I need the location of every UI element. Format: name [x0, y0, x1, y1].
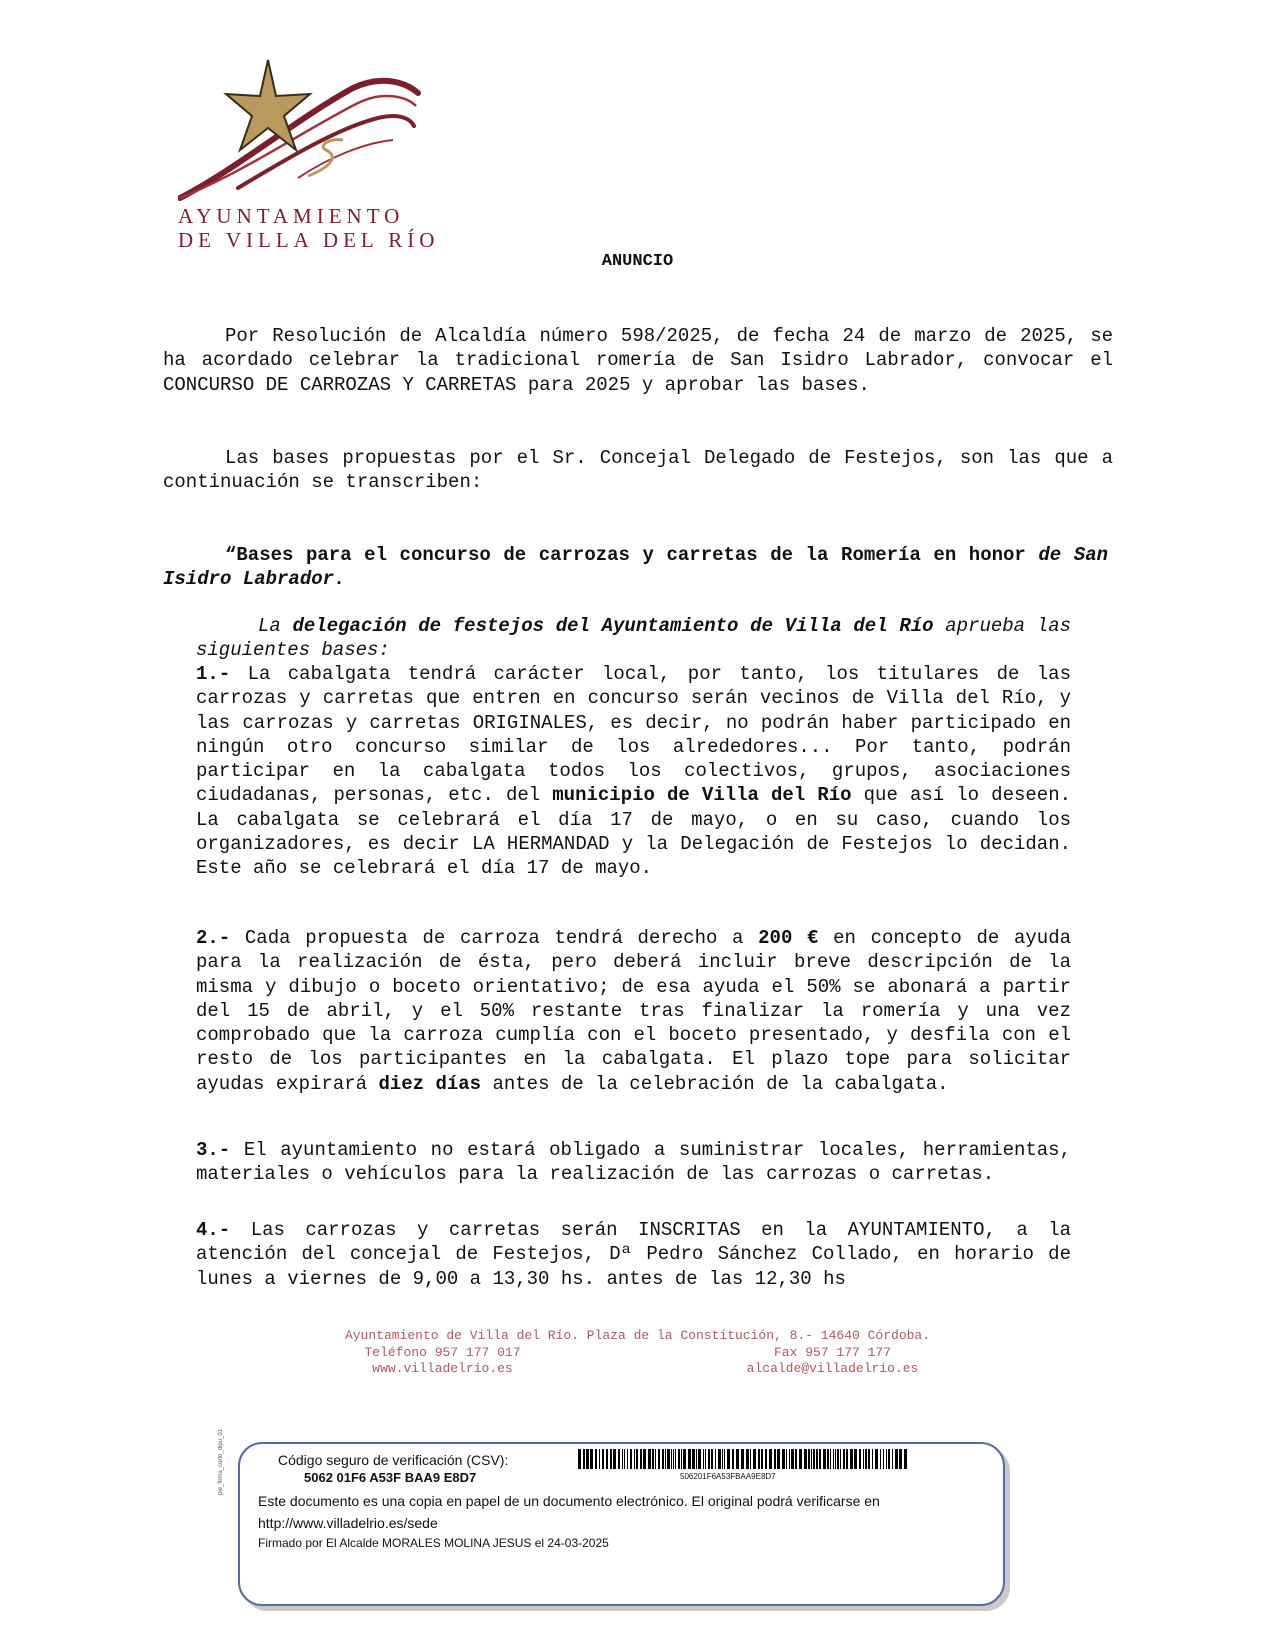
barcode-bar [703, 1449, 704, 1469]
barcode-bar [681, 1449, 682, 1469]
barcode-bar [618, 1449, 620, 1469]
side-form-code: pie_firma_corto_dipu_01 [218, 1428, 224, 1495]
barcode-bar [599, 1449, 600, 1469]
barcode-bar [774, 1449, 776, 1469]
barcode-bar [610, 1449, 612, 1469]
base-4-text: Las carrozas y carretas serán INSCRITAS en la AYUNTAMIENTO, a la atención del concejal de Festejos, Dª Pedro Sánchez Collado, en horario de lunes a viernes de 9,00 a 13,30 hs. antes de las 12,30 hs [196, 1219, 1072, 1290]
logo-mountain-star-graphic [178, 58, 448, 208]
barcode-bar [833, 1449, 834, 1469]
barcode-bar [895, 1449, 898, 1469]
barcode-bar [602, 1449, 604, 1469]
barcode-bar [724, 1449, 725, 1469]
barcode-bar [761, 1449, 763, 1469]
barcode-bar [799, 1449, 802, 1469]
barcode-bar [835, 1449, 836, 1469]
barcode-bar [859, 1449, 861, 1469]
base-2-amount: 200 € [758, 927, 819, 949]
base-2 [196, 926, 1071, 1096]
barcode-bar [630, 1449, 632, 1469]
logo-text-line1: AYUNTAMIENTO [178, 204, 405, 228]
intro-paragraph [163, 324, 1113, 397]
bases-heading [163, 543, 1108, 592]
bases-heading-line1: “Bases para el concurso de carrozas y carretas de la Romería en honor [225, 544, 1026, 566]
barcode-bar [786, 1449, 787, 1469]
base-2-text-b: en concepto de ayuda para la realización de ésta, pero deberá incluir breve descripción de la misma y dibujo o boceto orientativo; de esa ayuda el 50% se abonará a partir del 15 de abril, y el 50% restante tras finalizar la romería y una vez comprobado que la carroza cumplía con el boceto presentado, y desfila con el resto de los participantes en la cabalgata. El plazo tope para solicitar ayudas expirará [196, 927, 1071, 1095]
footer-links-row [0, 1361, 1275, 1378]
barcode-bar [718, 1449, 721, 1469]
barcode-bar [671, 1449, 672, 1469]
barcode-bar [863, 1449, 864, 1469]
barcode-image [578, 1449, 908, 1469]
barcode-bar [854, 1449, 857, 1469]
logo-text-line2: DE VILLA DEL RÍO [178, 228, 440, 252]
barcode-bar [624, 1449, 625, 1469]
barcode-bar [819, 1449, 821, 1469]
barcode-bar [696, 1449, 697, 1469]
bases-intro-text: Las bases propuestas por el Sr. Concejal Delegado de Festejos, son las que a continuación se transcriben: [163, 447, 1113, 494]
base-2-text-a: Cada propuesta de carroza tendrá derecho a [244, 927, 744, 949]
barcode-bar [750, 1449, 751, 1469]
barcode-bar [875, 1449, 878, 1469]
footer-contact-row [0, 1345, 1275, 1362]
barcode-bar [634, 1449, 635, 1469]
intro-text: Por Resolución de Alcaldía número 598/2025, de fecha 24 de marzo de 2025, se ha acordado celebrar la tradicional romería de San Isidro Labrador, convocar el CONCURSO DE CARROZAS Y CARRETAS para 2025 y aprobar las bases. [163, 325, 1113, 396]
barcode-bar [827, 1449, 829, 1469]
barcode-bar [808, 1449, 810, 1469]
barcode-bar [741, 1449, 744, 1469]
barcode-bar [736, 1449, 739, 1469]
barcode-bar [636, 1449, 638, 1469]
barcode-bar [765, 1449, 767, 1469]
barcode-bar [753, 1449, 756, 1469]
barcode-bar [769, 1449, 772, 1469]
base-1-number: 1.- [196, 663, 231, 685]
barcode-bar [727, 1449, 730, 1469]
barcode-bar [715, 1449, 716, 1469]
verification-note: Este documento es una copia en papel de un documento electrónico. El original podrá verificarse en http://www.villadelrio.es/sede [258, 1493, 880, 1531]
barcode-bar [673, 1449, 674, 1469]
base-4 [196, 1218, 1071, 1291]
barcode-text: 506201F6A53FBAA9E8D7 [680, 1472, 776, 1481]
barcode-bar [880, 1449, 881, 1469]
barcode-bar [837, 1449, 839, 1469]
barcode-bar [662, 1449, 664, 1469]
barcode-bar [899, 1449, 902, 1469]
signature-line: Firmado por El Alcalde MORALES MOLINA JESUS el 24-03-2025 [258, 1536, 609, 1550]
barcode-bar [789, 1449, 790, 1469]
barcode-bar [904, 1449, 907, 1469]
barcode-bar [746, 1449, 749, 1469]
barcode-bar [613, 1449, 616, 1469]
barcode-bar [886, 1449, 887, 1469]
barcode-bar [782, 1449, 785, 1469]
barcode-bar [698, 1449, 701, 1469]
barcode-bar [590, 1449, 593, 1469]
barcode-bar [688, 1449, 691, 1469]
barcode-bar [683, 1449, 686, 1469]
barcode-bar [643, 1449, 646, 1469]
delegation-text-a: La [258, 615, 281, 637]
base-3-text: El ayuntamiento no estará obligado a suministrar locales, herramientas, materiales o vehículos para la realización de las carrozas o carretas. [196, 1139, 1071, 1186]
barcode-bar [732, 1449, 734, 1469]
base-3 [196, 1138, 1071, 1187]
barcode-bar [648, 1449, 651, 1469]
barcode-bar [665, 1449, 666, 1469]
base-2-text-c: antes de la celebración de la cabalgata. [492, 1072, 949, 1095]
barcode-bar [678, 1449, 680, 1469]
barcode-bar [865, 1449, 867, 1469]
footer-phone: Teléfono 957 177 017 [364, 1344, 521, 1360]
barcode-bar [586, 1449, 589, 1469]
barcode-bar [675, 1449, 676, 1469]
barcode-bar [622, 1449, 623, 1469]
barcode-bar [640, 1449, 642, 1469]
csv-label: Código seguro de verificación (CSV): [278, 1452, 509, 1468]
barcode-bar [583, 1449, 585, 1469]
base-4-number: 4.- [196, 1219, 231, 1241]
page-footer [0, 1328, 1275, 1378]
barcode-bar [705, 1449, 706, 1469]
barcode-bar [830, 1449, 831, 1469]
barcode-bar [606, 1449, 608, 1469]
base-1-bold: municipio de Villa del Río [552, 784, 852, 807]
bases-intro-paragraph [163, 446, 1113, 495]
barcode-bar [883, 1449, 884, 1469]
base-1-text-b: que así lo deseen. La cabalgata se celebrará el día 17 de mayo, o en su caso, cuando los organizadores, es decir LA HERMANDAD y la Delegación de Festejos lo decidan. Este año se celebrará el día 17 de mayo. [196, 784, 1071, 880]
barcode-bar [804, 1449, 807, 1469]
barcode-bar [595, 1449, 597, 1469]
barcode-bar [667, 1449, 670, 1469]
delegation-text-c: aprueba las siguientes bases: [196, 615, 1071, 662]
municipal-logo [178, 58, 448, 258]
barcode-bar [843, 1449, 845, 1469]
barcode-bar [892, 1449, 893, 1469]
barcode-bar [846, 1449, 848, 1469]
barcode-bar [816, 1449, 818, 1469]
delegation-paragraph [196, 614, 1071, 663]
barcode-bar [840, 1449, 841, 1469]
barcode-bar [708, 1449, 710, 1469]
barcode-bar [795, 1449, 797, 1469]
base-2-deadline: diez días [378, 1072, 482, 1095]
verification-box [238, 1442, 1005, 1606]
barcode-bar [722, 1449, 723, 1469]
barcode-bar [658, 1449, 660, 1469]
barcode-bar [777, 1449, 780, 1469]
barcode-bar [872, 1449, 873, 1469]
footer-email-link[interactable]: alcalde@villadelrio.es [746, 1361, 919, 1376]
footer-address: Ayuntamiento de Villa del Río. Plaza de la Constitución, 8.- 14640 Córdoba. [344, 1328, 931, 1343]
barcode-bar [758, 1449, 760, 1469]
barcode-bar [850, 1449, 853, 1469]
base-1-text-a: La cabalgata tendrá carácter local, por tanto, los titulares de las carrozas y carretas que entren en concurso serán vecinos de Villa del Río, y las carrozas y carretas ORIGINALES, es decir, no podrán haber participado en ningún otro concurso similar de los alrededores... Por tanto, podrán participar en la cabalgata todos los colectivos, grupos, asociaciones ciudadanas, personas, etc. del [196, 663, 1071, 807]
barcode-bar [711, 1449, 713, 1469]
barcode-bar [811, 1449, 812, 1469]
footer-fax: Fax 957 177 177 [773, 1344, 892, 1360]
document-title: ANUNCIO [601, 252, 674, 271]
barcode-bar [627, 1449, 628, 1469]
csv-code: 5062 01F6 A53F BAA9 E8D7 [304, 1470, 477, 1485]
barcode-bar [655, 1449, 656, 1469]
barcode-bar [578, 1449, 581, 1469]
base-3-number: 3.- [196, 1139, 231, 1161]
bases-heading-line2: de San Isidro Labrador. [163, 544, 1108, 591]
barcode-bar [823, 1449, 826, 1469]
barcode-bar [692, 1449, 695, 1469]
barcode-bar [652, 1449, 654, 1469]
base-2-number: 2.- [196, 927, 231, 949]
barcode-bar [791, 1449, 794, 1469]
barcode-bar [813, 1449, 815, 1469]
delegation-text-bold: delegación de festejos del Ayuntamiento de Villa del Río [292, 615, 934, 637]
barcode-bar [868, 1449, 870, 1469]
footer-website-link[interactable]: www.villadelrio.es [372, 1361, 513, 1376]
base-1 [196, 662, 1071, 881]
barcode-bar [888, 1449, 890, 1469]
